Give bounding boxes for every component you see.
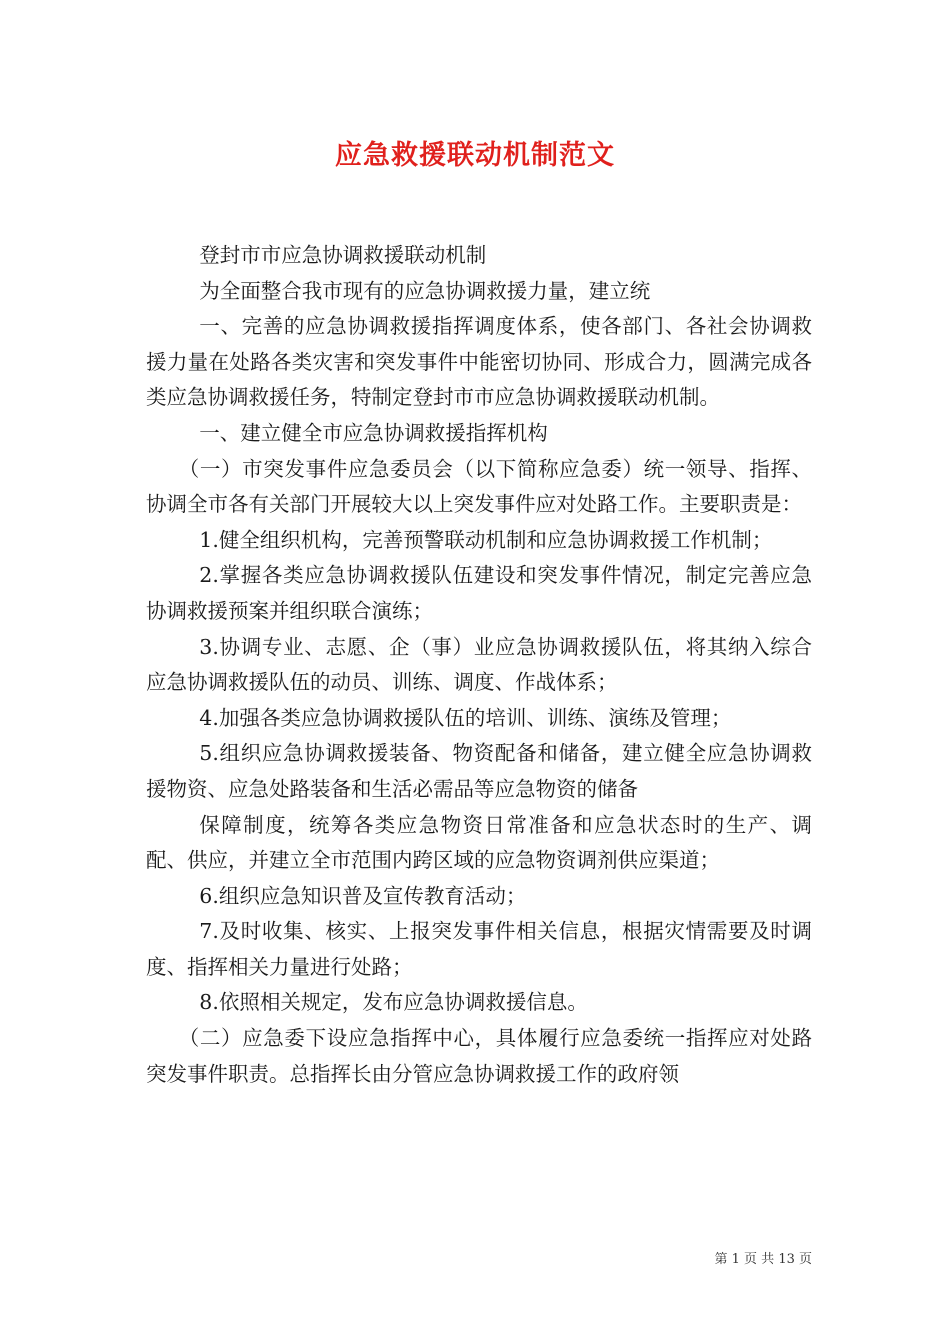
paragraph: 保障制度，统筹各类应急物资日常准备和应急状态时的生产、调配、供应，并建立全市范围内跨区域的应急物资调剂供应渠道； [146, 812, 812, 873]
page-number: 第 1 页 共 13 页 [714, 1252, 812, 1267]
paragraph: 一、建立健全市应急协调救援指挥机构 [199, 420, 548, 445]
paragraph: 3.协调专业、志愿、企（事）业应急协调救援队伍，将其纳入综合应急协调救援队伍的动员、训练、调度、作战体系； [146, 634, 812, 695]
paragraph: 5.组织应急协调救援装备、物资配备和储备，建立健全应急协调救援物资、应急处路装备和生活必需品等应急物资的储备 [146, 741, 812, 801]
document-title: 应急救援联动机制范文 [335, 140, 615, 171]
paragraph: （二）应急委下设应急指挥中心，具体履行应急委统一指挥应对处路突发事件职责。总指挥长由分管应急协调救援工作的政府领 [146, 1026, 812, 1086]
paragraph: 一、完善的应急协调救援指挥调度体系，使各部门、各社会协调救援力量在处路各类灾害和突发事件中能密切协同、形成合力，圆满完成各类应急协调救援任务，特制定登封市市应急协调救援联动机制。 [146, 314, 812, 410]
paragraph: 7.及时收集、核实、上报突发事件相关信息，根据灾情需要及时调度、指挥相关力量进行处路； [146, 919, 812, 979]
paragraph: 登封市市应急协调救援联动机制 [199, 243, 487, 267]
paragraph: 6.组织应急知识普及宣传教育活动； [199, 883, 527, 908]
paragraph: 2.掌握各类应急协调救援队伍建设和突发事件情况，制定完善应急协调救援预案并组织联合演练； [146, 563, 812, 623]
paragraph: 8.依照相关规定，发布应急协调救援信息。 [199, 990, 588, 1015]
paragraph: 为全面整合我市现有的应急协调救援力量，建立统 [199, 278, 651, 303]
paragraph: （一）市突发事件应急委员会（以下简称应急委）统一领导、指挥、协调全市各有关部门开展较大以上突发事件应对处路工作。主要职责是： [146, 456, 812, 517]
paragraph: 4.加强各类应急协调救援队伍的培训、训练、演练及管理； [199, 705, 732, 730]
document-body [146, 238, 812, 1092]
paragraph: 1.健全组织机构，完善预警联动机制和应急协调救援工作机制； [199, 527, 773, 552]
